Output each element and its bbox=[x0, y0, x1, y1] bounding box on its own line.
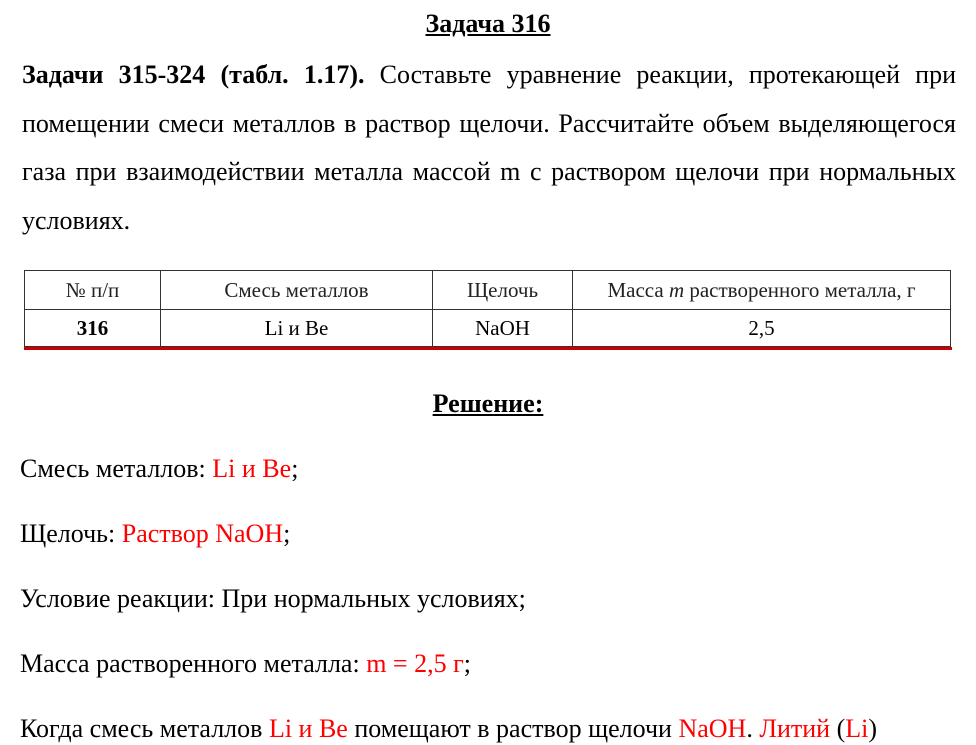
cell-mass: 2,5 bbox=[573, 310, 951, 347]
mix-label: Смесь металлов: bbox=[20, 454, 213, 483]
cell-num: 316 bbox=[25, 310, 161, 347]
solution-title: Решение: bbox=[432, 389, 544, 418]
cell-alkali: NaOH bbox=[433, 310, 573, 347]
header-num: № п/п bbox=[25, 271, 161, 310]
explanation-part: помещают в раствор щелочи bbox=[347, 714, 679, 743]
explanation-part: ) bbox=[868, 714, 878, 743]
mass-end: ; bbox=[463, 649, 471, 678]
mass-value: m = 2,5 г bbox=[366, 649, 464, 678]
header-mix: Смесь металлов bbox=[161, 271, 433, 310]
task-text: Составьте уравнение реакции, протекающей при помещении смеси металлов в раствор щелочи. Рассчитайте объем выделяющегося газа при взаимодействии металла массой m с раствором щелочи при нормальных условиях. bbox=[22, 60, 956, 235]
table-header-row bbox=[25, 271, 951, 310]
mix-end: ; bbox=[291, 454, 299, 483]
cell-mix: Li и Be bbox=[161, 310, 433, 347]
condition-line: Условие реакции: При нормальных условиях; bbox=[20, 584, 526, 613]
mass-line bbox=[20, 648, 471, 680]
explanation-li: Li bbox=[845, 714, 869, 743]
task-reference: Задачи 315-324 (табл. 1.17). bbox=[22, 60, 365, 89]
alkali-label: Щелочь: bbox=[20, 519, 122, 548]
header-mass-suffix: растворенного металла, г bbox=[684, 277, 916, 302]
explanation-alkali: NaOH bbox=[678, 714, 747, 743]
explanation-metals: Li и Be bbox=[268, 714, 348, 743]
task-statement bbox=[22, 51, 956, 245]
alkali-value: Раствор NaOH bbox=[121, 519, 284, 548]
mix-line bbox=[20, 453, 298, 485]
explanation-lithium: Литий bbox=[759, 714, 831, 743]
alkali-end: ; bbox=[283, 519, 291, 548]
header-alkali: Щелочь bbox=[433, 271, 573, 310]
mix-value: Li и Be bbox=[212, 454, 292, 483]
page-title: Задача 316 bbox=[425, 9, 551, 38]
explanation-part: Когда смесь металлов bbox=[20, 714, 269, 743]
alkali-line bbox=[20, 518, 290, 550]
header-mass-var: m bbox=[668, 277, 685, 302]
table-row bbox=[25, 310, 951, 347]
task-table bbox=[24, 270, 951, 347]
mass-label: Масса растворенного металла: bbox=[20, 649, 367, 678]
explanation-part: . bbox=[746, 714, 760, 743]
explanation-line bbox=[20, 713, 877, 745]
header-mass bbox=[573, 271, 951, 310]
table-underline bbox=[24, 347, 952, 350]
explanation-part: ( bbox=[830, 714, 846, 743]
header-mass-prefix: Масса bbox=[607, 277, 669, 302]
